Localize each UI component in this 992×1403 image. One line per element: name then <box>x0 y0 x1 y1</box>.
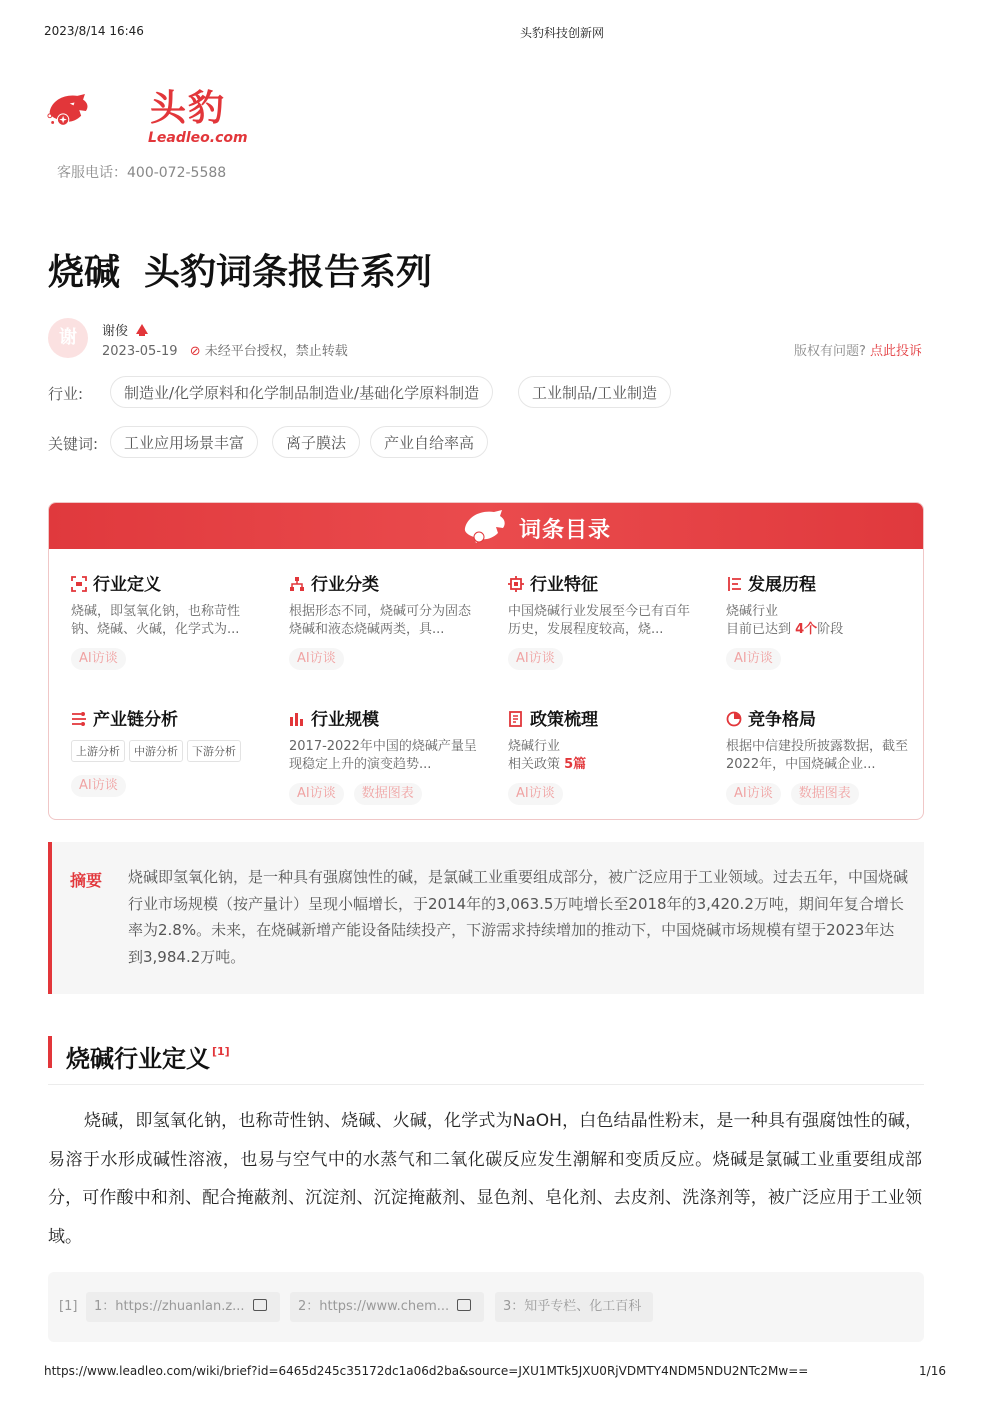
classification-icon <box>289 576 305 592</box>
brand-name: 头豹 <box>150 88 227 129</box>
toc-item-history[interactable]: 发展历程 烧碱行业 目前已达到 4个阶段 AI访谈 <box>726 573 916 670</box>
keyword-chip[interactable]: 工业应用场景丰富 <box>110 426 258 458</box>
print-url[interactable]: https://www.leadleo.com/wiki/brief?id=6465d245c35172dc1a06d2ba&source=JXU1MTk5JXU0RjVDMTY4NDM5NDU2NTc2Mw== <box>44 1364 809 1378</box>
section-body: 烧碱，即氢氧化钠，也称苛性钠、烧碱、火碱，化学式为NaOH，白色结晶性粉末，是一种具有强腐蚀性的碱，易溶于水形成碱性溶液，也易与空气中的水蒸气和二氧化碳反应发生潮解和变质反应。烧碱是氯碱工业重要组成部分，可作酸中和剂、配合掩蔽剂、沉淀剂、沉淀掩蔽剂、显色剂、皂化剂、去皮剂、洗涤剂等，被广泛应用于工业领域。 <box>48 1111 922 1247</box>
toc-item-desc: 2017-2022年中国的烧碱产量呈现稳定上升的演变趋势... <box>289 739 477 772</box>
section-heading: 烧碱行业定义 [1] <box>48 1036 230 1068</box>
summary-box <box>48 842 924 994</box>
feature-icon <box>508 576 524 592</box>
downstream-tag[interactable]: 下游分析 <box>187 740 241 762</box>
chain-icon <box>71 711 87 727</box>
toc-item-feature[interactable]: 行业特征 中国烧碱行业发展至今已有百年历史，发展程度较高，烧... AI访谈 <box>508 573 698 670</box>
reference-link[interactable]: 3：知乎专栏、化工百科 <box>495 1292 653 1322</box>
bar-chart-icon <box>289 711 305 727</box>
toc-item-scale[interactable]: 行业规模 2017-2022年中国的烧碱产量呈现稳定上升的演变趋势... AI访谈 数据图表 <box>289 708 479 805</box>
publish-date: 2023-05-19 <box>102 344 178 359</box>
data-chart-tag[interactable]: 数据图表 <box>354 783 422 805</box>
ai-interview-tag[interactable]: AI访谈 <box>289 783 344 805</box>
toc-item-definition[interactable]: 行业定义 烧碱，即氢氧化钠，也称苛性钠、烧碱、火碱，化学式为... AI访谈 <box>71 573 261 670</box>
leopard-logo-small <box>461 509 511 549</box>
keywords-label: 关键词: <box>48 435 99 453</box>
avatar: 谢 <box>48 318 88 358</box>
author-line <box>102 320 148 339</box>
leopard-logo[interactable] <box>46 72 141 152</box>
toc-item-desc: 烧碱，即氢氧化钠，也称苛性钠、烧碱、火碱，化学式为... <box>71 604 241 637</box>
industry-chip[interactable]: 制造业/化学原料和化学制品制造业/基础化学原料制造 <box>110 376 493 408</box>
customer-hotline: 客服电话：400-072-5588 <box>57 165 227 181</box>
author-badge-icon <box>136 324 148 336</box>
title-main: 烧碱 <box>48 252 121 293</box>
keyword-chip[interactable]: 产业自给率高 <box>370 426 488 458</box>
ai-interview-tag[interactable]: AI访谈 <box>508 648 563 670</box>
meta-line <box>102 340 348 359</box>
upstream-tag[interactable]: 上游分析 <box>71 740 125 762</box>
keyword-chip[interactable]: 离子膜法 <box>272 426 360 458</box>
divider <box>48 1084 924 1085</box>
policy-icon <box>508 711 524 727</box>
no-repost-icon: ⊘ <box>189 344 201 359</box>
summary-text: 烧碱即氢氧化钠，是一种具有强腐蚀性的碱，是氯碱工业重要组成部分，被广泛应用于工业领域。过去五年，中国烧碱行业市场规模（按产量计）呈现小幅增长，于2014年的3,063.5万吨增长至2018年的3,420.2万吨，期间年复合增长率为2.8%。未来，在烧碱新增产能设备陆续投产，下游需求持续增加的推动下，中国烧碱市场规模有望于2023年达到3,984.2万吨。 <box>128 868 909 966</box>
industry-chip[interactable]: 工业制品/工业制造 <box>518 376 671 408</box>
ai-interview-tag[interactable]: AI访谈 <box>508 783 563 805</box>
toc-item-chain[interactable]: 产业链分析 上游分析 中游分析 下游分析 AI访谈 <box>71 708 261 797</box>
ai-interview-tag[interactable]: AI访谈 <box>71 775 126 797</box>
toc-item-desc: 根据中信建投所披露数据，截至2022年，中国烧碱企业... <box>726 739 909 772</box>
copyright-question: 版权有问题? <box>793 344 866 359</box>
toc-panel <box>48 502 924 820</box>
author-name[interactable]: 谢俊 <box>102 324 129 339</box>
toc-item-classification[interactable]: 行业分类 根据形态不同，烧碱可分为固态烧碱和液态烧碱两类，具... AI访谈 <box>289 573 479 670</box>
ai-interview-tag[interactable]: AI访谈 <box>726 648 781 670</box>
print-site-title: 头豹科技创新网 <box>520 26 605 40</box>
brand-domain: Leadleo.com <box>148 130 248 146</box>
print-date: 2023/8/14 16:46 <box>44 24 144 38</box>
history-icon <box>726 576 742 592</box>
reference-link[interactable]: 1：https://zhuanlan.z... <box>86 1292 280 1322</box>
references-index: [1] <box>59 1299 78 1314</box>
document-icon <box>253 1299 267 1311</box>
ai-interview-tag[interactable]: AI访谈 <box>289 648 344 670</box>
license-note: 未经平台授权，禁止转载 <box>204 344 348 359</box>
toc-item-competition[interactable]: 竞争格局 根据中信建投所披露数据，截至2022年，中国烧碱企业... AI访谈 数据图表 <box>726 708 916 805</box>
data-chart-tag[interactable]: 数据图表 <box>791 783 859 805</box>
toc-item-desc: 中国烧碱行业发展至今已有百年历史，发展程度较高，烧... <box>508 604 691 637</box>
ai-interview-tag[interactable]: AI访谈 <box>71 648 126 670</box>
title-series: 头豹词条报告系列 <box>144 252 433 293</box>
toc-header <box>49 503 923 549</box>
reference-link[interactable]: 2：https://www.chem... <box>290 1292 484 1322</box>
document-icon <box>457 1299 471 1311</box>
print-page-number: 1/16 <box>919 1364 946 1378</box>
toc-item-desc: 烧碱行业 相关政策 5篇 <box>508 739 587 772</box>
industry-label: 行业: <box>48 385 84 403</box>
toc-item-desc: 根据形态不同，烧碱可分为固态烧碱和液态烧碱两类，具... <box>289 604 472 637</box>
summary-label: 摘要 <box>70 871 103 890</box>
toc-item-desc: 烧碱行业 目前已达到 4个阶段 <box>726 604 844 637</box>
complaint-link[interactable]: 点此投诉 <box>869 344 922 359</box>
page-title <box>48 244 432 295</box>
toc-item-policy[interactable]: 政策梳理 烧碱行业 相关政策 5篇 AI访谈 <box>508 708 698 805</box>
definition-icon <box>71 576 87 592</box>
references-bar <box>48 1272 924 1342</box>
reference-mark[interactable]: [1] <box>212 1045 230 1058</box>
pie-chart-icon <box>726 711 742 727</box>
ai-interview-tag[interactable]: AI访谈 <box>726 783 781 805</box>
copyright-note <box>794 340 922 359</box>
toc-title: 词条目录 <box>519 518 612 543</box>
midstream-tag[interactable]: 中游分析 <box>129 740 183 762</box>
